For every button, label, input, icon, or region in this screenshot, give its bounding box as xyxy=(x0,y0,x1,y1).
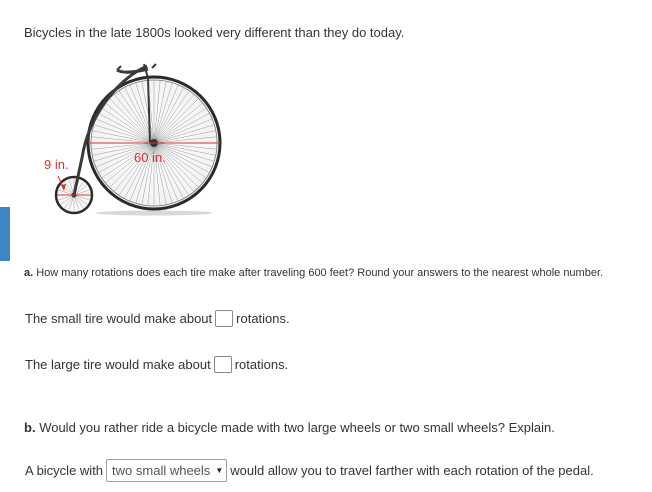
wheel-choice-dropdown[interactable] xyxy=(106,459,227,482)
wheel-choice-selected: two small wheels xyxy=(112,463,211,478)
penny-farthing-image xyxy=(44,58,234,222)
part-b-letter: b. xyxy=(24,420,36,435)
small-tire-answer-row xyxy=(25,310,290,327)
part-a-question xyxy=(24,267,603,279)
small-tire-suffix: rotations. xyxy=(236,311,290,326)
large-tire-answer-input[interactable] xyxy=(214,356,232,373)
large-tire-suffix: rotations. xyxy=(234,357,289,372)
small-wheel-label: 9 in. xyxy=(44,157,69,172)
side-tab[interactable] xyxy=(0,207,10,261)
part-a-text: How many rotations does each tire make after traveling 600 feet? Round your answers to the nearest whole number. xyxy=(36,267,604,279)
large-tire-answer-row xyxy=(25,356,288,373)
chevron-down-icon: ▼ xyxy=(215,466,224,475)
small-tire-answer-input[interactable] xyxy=(215,310,233,327)
wheel-choice-row xyxy=(25,459,594,482)
part-b-question xyxy=(24,420,555,435)
large-wheel-label: 60 in. xyxy=(134,150,166,165)
wheel-choice-prefix: A bicycle with xyxy=(25,463,104,478)
small-tire-prefix: The small tire would make about xyxy=(25,311,213,326)
wheel-choice-suffix: would allow you to travel farther with each rotation of the pedal. xyxy=(230,463,594,478)
large-tire-prefix: The large tire would make about xyxy=(25,357,211,372)
part-a-letter: a. xyxy=(24,267,34,279)
intro-text: Bicycles in the late 1800s looked very different than they do today. xyxy=(24,25,405,40)
part-b-text: Would you rather ride a bicycle made with two large wheels or two small wheels? Explain. xyxy=(39,420,555,435)
